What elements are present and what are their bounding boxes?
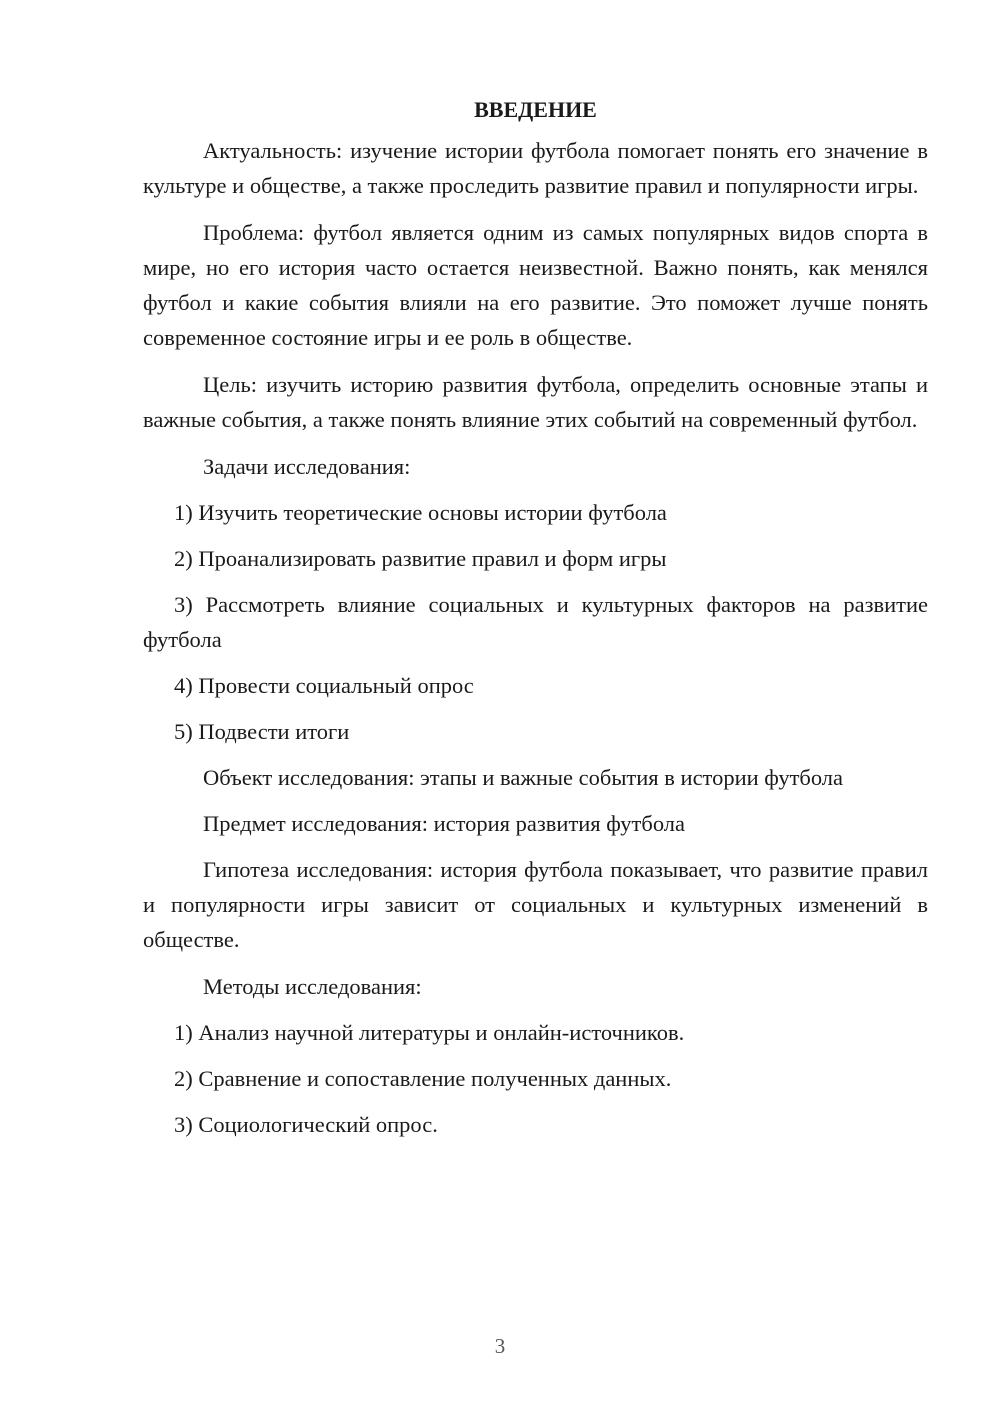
problem-paragraph: Проблема: футбол является одним из самых популярных видов спорта в мире, но его история часто остается неизвестной. Важно понять, как менялся футбол и какие события влияли на его развитие. Это поможет лучше понять современное состояние игры и ее роль в обществе.	[143, 220, 928, 350]
tasks-heading: Задачи исследования:	[203, 454, 411, 479]
section-title: ВВЕДЕНИЕ	[474, 97, 597, 122]
relevance-paragraph: Актуальность: изучение истории футбола помогает понять его значение в культуре и обществе, а также проследить развитие правил и популярности игры.	[143, 138, 928, 198]
method-item: 1) Анализ научной литературы и онлайн-источников.	[174, 1020, 685, 1045]
goal-paragraph: Цель: изучить историю развития футбола, определить основные этапы и важные события, а также понять влияние этих событий на современный футбол.	[143, 372, 928, 432]
task-item: 2) Проанализировать развитие правил и форм игры	[174, 546, 667, 571]
document-page	[143, 92, 928, 1153]
task-item: 5) Подвести итоги	[174, 719, 350, 744]
method-item: 2) Сравнение и сопоставление полученных данных.	[174, 1066, 672, 1091]
method-item: 3) Социологический опрос.	[174, 1112, 438, 1137]
methods-heading: Методы исследования:	[203, 974, 422, 999]
page-number: 3	[494, 1334, 506, 1358]
task-item: 1) Изучить теоретические основы истории футбола	[174, 500, 667, 525]
task-item: 3) Рассмотреть влияние социальных и культурных факторов на развитие футбола	[143, 592, 928, 652]
hypothesis-paragraph: Гипотеза исследования: история футбола показывает, что развитие правил и популярности игры зависит от социальных и культурных изменений в обществе.	[143, 857, 928, 952]
task-item: 4) Провести социальный опрос	[174, 673, 474, 698]
object-line: Объект исследования: этапы и важные события в истории футбола	[203, 765, 844, 790]
subject-line: Предмет исследования: история развития футбола	[203, 811, 686, 836]
